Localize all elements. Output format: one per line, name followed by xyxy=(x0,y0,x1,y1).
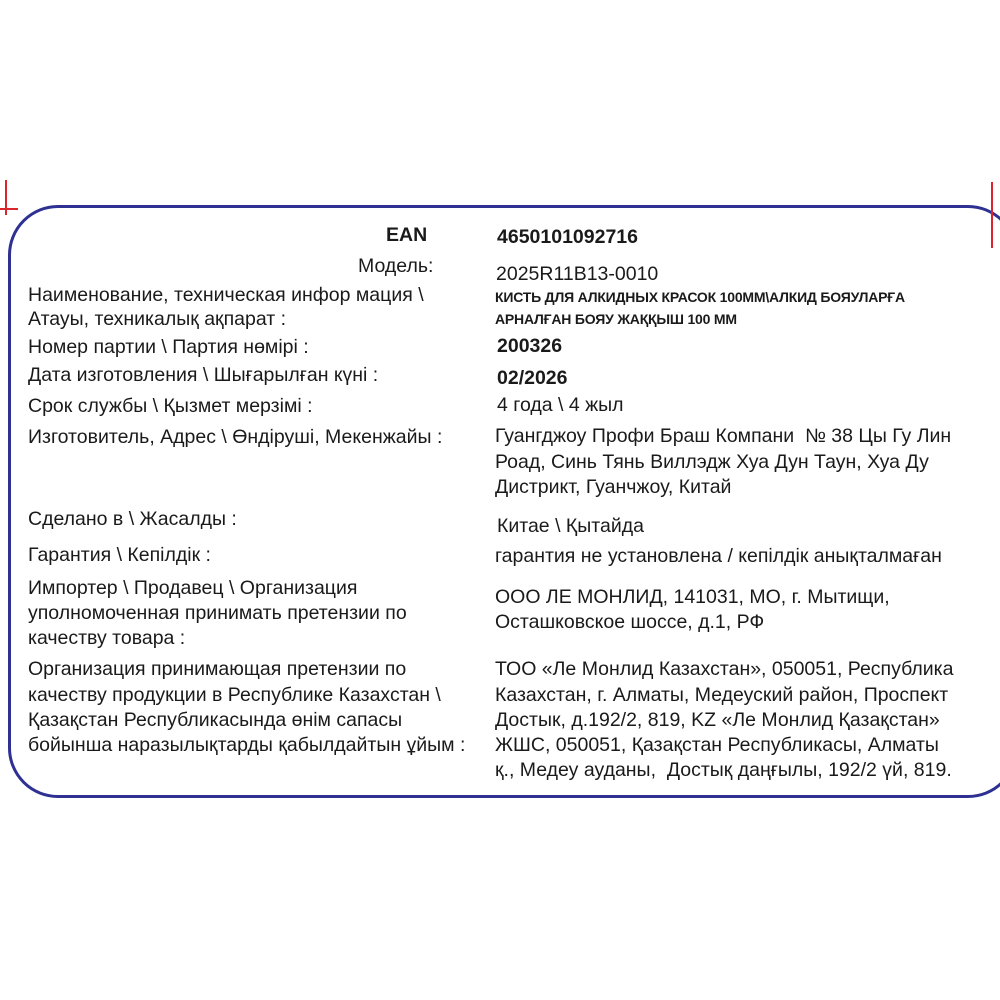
manufacturer-value-line2: Роад, Синь Тянь Виллэдж Хуа Дун Таун, Хуа Ду xyxy=(495,451,929,473)
claims-value-line1: ТОО «Ле Монлид Казахстан», 050051, Республика xyxy=(495,658,954,680)
crop-mark-left-horizontal xyxy=(0,208,18,210)
name-label-line1: Наименование, техническая инфор мация \ xyxy=(28,284,424,306)
name-value-line1: КИСТЬ ДЛЯ АЛКИДНЫХ КРАСОК 100ММ\АЛКИД БОЯУЛАРҒА xyxy=(495,289,905,305)
ean-label: EAN xyxy=(386,224,428,246)
claims-label-line3: Қазақстан Республикасында өнім сапасы xyxy=(28,709,403,731)
model-value: 2025R11B13-0010 xyxy=(496,263,659,285)
importer-label-line3: качеству товара : xyxy=(28,627,186,649)
importer-label-line2: уполномоченная принимать претензии по xyxy=(28,602,407,624)
manufacturer-value-line1: Гуангджоу Профи Браш Компани № 38 Цы Гу Лин xyxy=(495,425,952,447)
service-life-value: 4 года \ 4 жыл xyxy=(497,394,624,416)
importer-value-line1: ООО ЛЕ МОНЛИД, 141031, МО, г. Мытищи, xyxy=(495,586,890,608)
crop-mark-right-vertical xyxy=(991,182,993,248)
claims-value-line2: Казахстан, г. Алматы, Медеуский район, Проспект xyxy=(495,684,949,706)
made-in-label: Сделано в \ Жасалды : xyxy=(28,508,237,530)
claims-value-line5: қ., Медеу ауданы, Достық даңғылы, 192/2 үй, 819. xyxy=(495,759,952,781)
importer-value-line2: Осташковское шоссе, д.1, РФ xyxy=(495,611,765,633)
claims-value-line4: ЖШС, 050051, Қазақстан Республикасы, Алматы xyxy=(495,734,939,756)
manufacturer-label: Изготовитель, Адрес \ Өндіруші, Мекенжайы : xyxy=(28,426,443,448)
warranty-label: Гарантия \ Кепілдік : xyxy=(28,544,211,566)
ean-value: 4650101092716 xyxy=(497,226,638,248)
batch-value: 200326 xyxy=(497,335,563,357)
manufacturer-value-line3: Дистрикт, Гуанчжоу, Китай xyxy=(495,476,732,498)
model-label: Модель: xyxy=(358,255,434,277)
name-value-line2: АРНАЛҒАН БОЯУ ЖАҚҚЫШ 100 ММ xyxy=(495,311,737,327)
made-in-value: Китае \ Қытайда xyxy=(497,515,644,537)
manufacture-date-value: 02/2026 xyxy=(497,367,568,389)
claims-label-line1: Организация принимающая претензии по xyxy=(28,658,407,680)
warranty-value: гарантия не установлена / кепілдік анықталмаған xyxy=(495,545,942,567)
importer-label-line1: Импортер \ Продавец \ Организация xyxy=(28,577,358,599)
batch-label: Номер партии \ Партия нөмірі : xyxy=(28,336,309,358)
service-life-label: Срок службы \ Қызмет мерзімі : xyxy=(28,395,313,417)
claims-label-line4: бойынша наразылықтарды қабылдайтын ұйым : xyxy=(28,734,466,756)
name-label-line2: Атауы, техникалық ақпарат : xyxy=(28,308,287,330)
claims-value-line3: Достык, д.192/2, 819, KZ «Ле Монлид Қазақстан» xyxy=(495,709,940,731)
claims-label-line2: качеству продукции в Республике Казахстан \ xyxy=(28,684,441,706)
manufacture-date-label: Дата изготовления \ Шығарылған күні : xyxy=(28,364,379,386)
